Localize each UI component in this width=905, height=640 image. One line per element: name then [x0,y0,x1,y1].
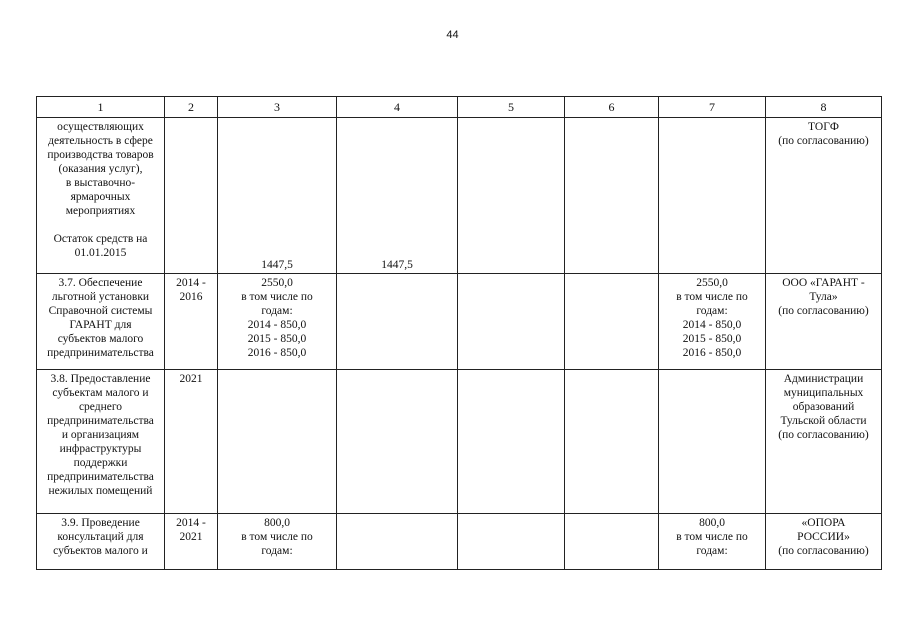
column-header-3: 3 [218,97,337,118]
total-amount-cell [218,370,337,514]
column-header-row [37,97,882,118]
activity-cell: осуществляющих деятельность в сфере производства товаров (оказания услуг), в выставочно- ярмарочных мероприятиях Остаток средств на 01.01.2015 [37,118,165,274]
period-cell: 2021 [165,370,218,514]
amount-col5-cell [458,118,565,274]
period-cell [165,118,218,274]
page-number: 44 [446,29,459,41]
executor-cell: ТОГФ (по согласованию) [766,118,882,274]
column-header-4: 4 [337,97,458,118]
total-amount-cell: 800,0 в том числе по годам: [218,514,337,570]
column-header-8: 8 [766,97,882,118]
total-amount-cell: 2550,0 в том числе по годам: 2014 - 850,0 2015 - 850,0 2016 - 850,0 [218,274,337,370]
column-header-2: 2 [165,97,218,118]
amount-col6-cell [565,370,659,514]
amount-col7-cell [659,370,766,514]
amount-col4-cell [337,274,458,370]
activity-cell: 3.7. Обеспечение льготной установки Справочной системы ГАРАНТ для субъектов малого предпринимательства [37,274,165,370]
executor-cell: ООО «ГАРАНТ - Тула» (по согласованию) [766,274,882,370]
amount-col5-cell [458,274,565,370]
executor-cell: Администрации муниципальных образований Тульской области (по согласованию) [766,370,882,514]
budget-table [36,96,882,570]
table-row [37,370,882,514]
period-cell: 2014 - 2021 [165,514,218,570]
table-row [37,274,882,370]
column-header-7: 7 [659,97,766,118]
remaining-funds-label: Остаток средств на [53,233,148,245]
amount-col7-cell: 2550,0 в том числе по годам: 2014 - 850,0 2015 - 850,0 2016 - 850,0 [659,274,766,370]
period-cell: 2014 - 2016 [165,274,218,370]
column-header-6: 6 [565,97,659,118]
amount-col4-cell [337,370,458,514]
amount-col5-cell [458,514,565,570]
table-row [37,514,882,570]
amount-col6-cell [565,514,659,570]
amount-col7-cell: 800,0 в том числе по годам: [659,514,766,570]
total-amount-cell: 1447,5 [218,118,337,274]
column-header-1: 1 [37,97,165,118]
remaining-funds-date: 01.01.2015 [74,247,127,259]
amount-col4-cell [337,514,458,570]
table-row [37,118,882,274]
executor-cell: «ОПОРА РОССИИ» (по согласованию) [766,514,882,570]
amount-col4-cell: 1447,5 [337,118,458,274]
amount-col6-cell [565,274,659,370]
amount-col5-cell [458,370,565,514]
column-header-5: 5 [458,97,565,118]
amount-col7-cell [659,118,766,274]
activity-cell: 3.8. Предоставление субъектам малого и среднего предпринимательства и организациям инфраструктуры поддержки предпринимательства нежилых помещений [37,370,165,514]
amount-col6-cell [565,118,659,274]
activity-cell: 3.9. Проведение консультаций для субъектов малого и [37,514,165,570]
